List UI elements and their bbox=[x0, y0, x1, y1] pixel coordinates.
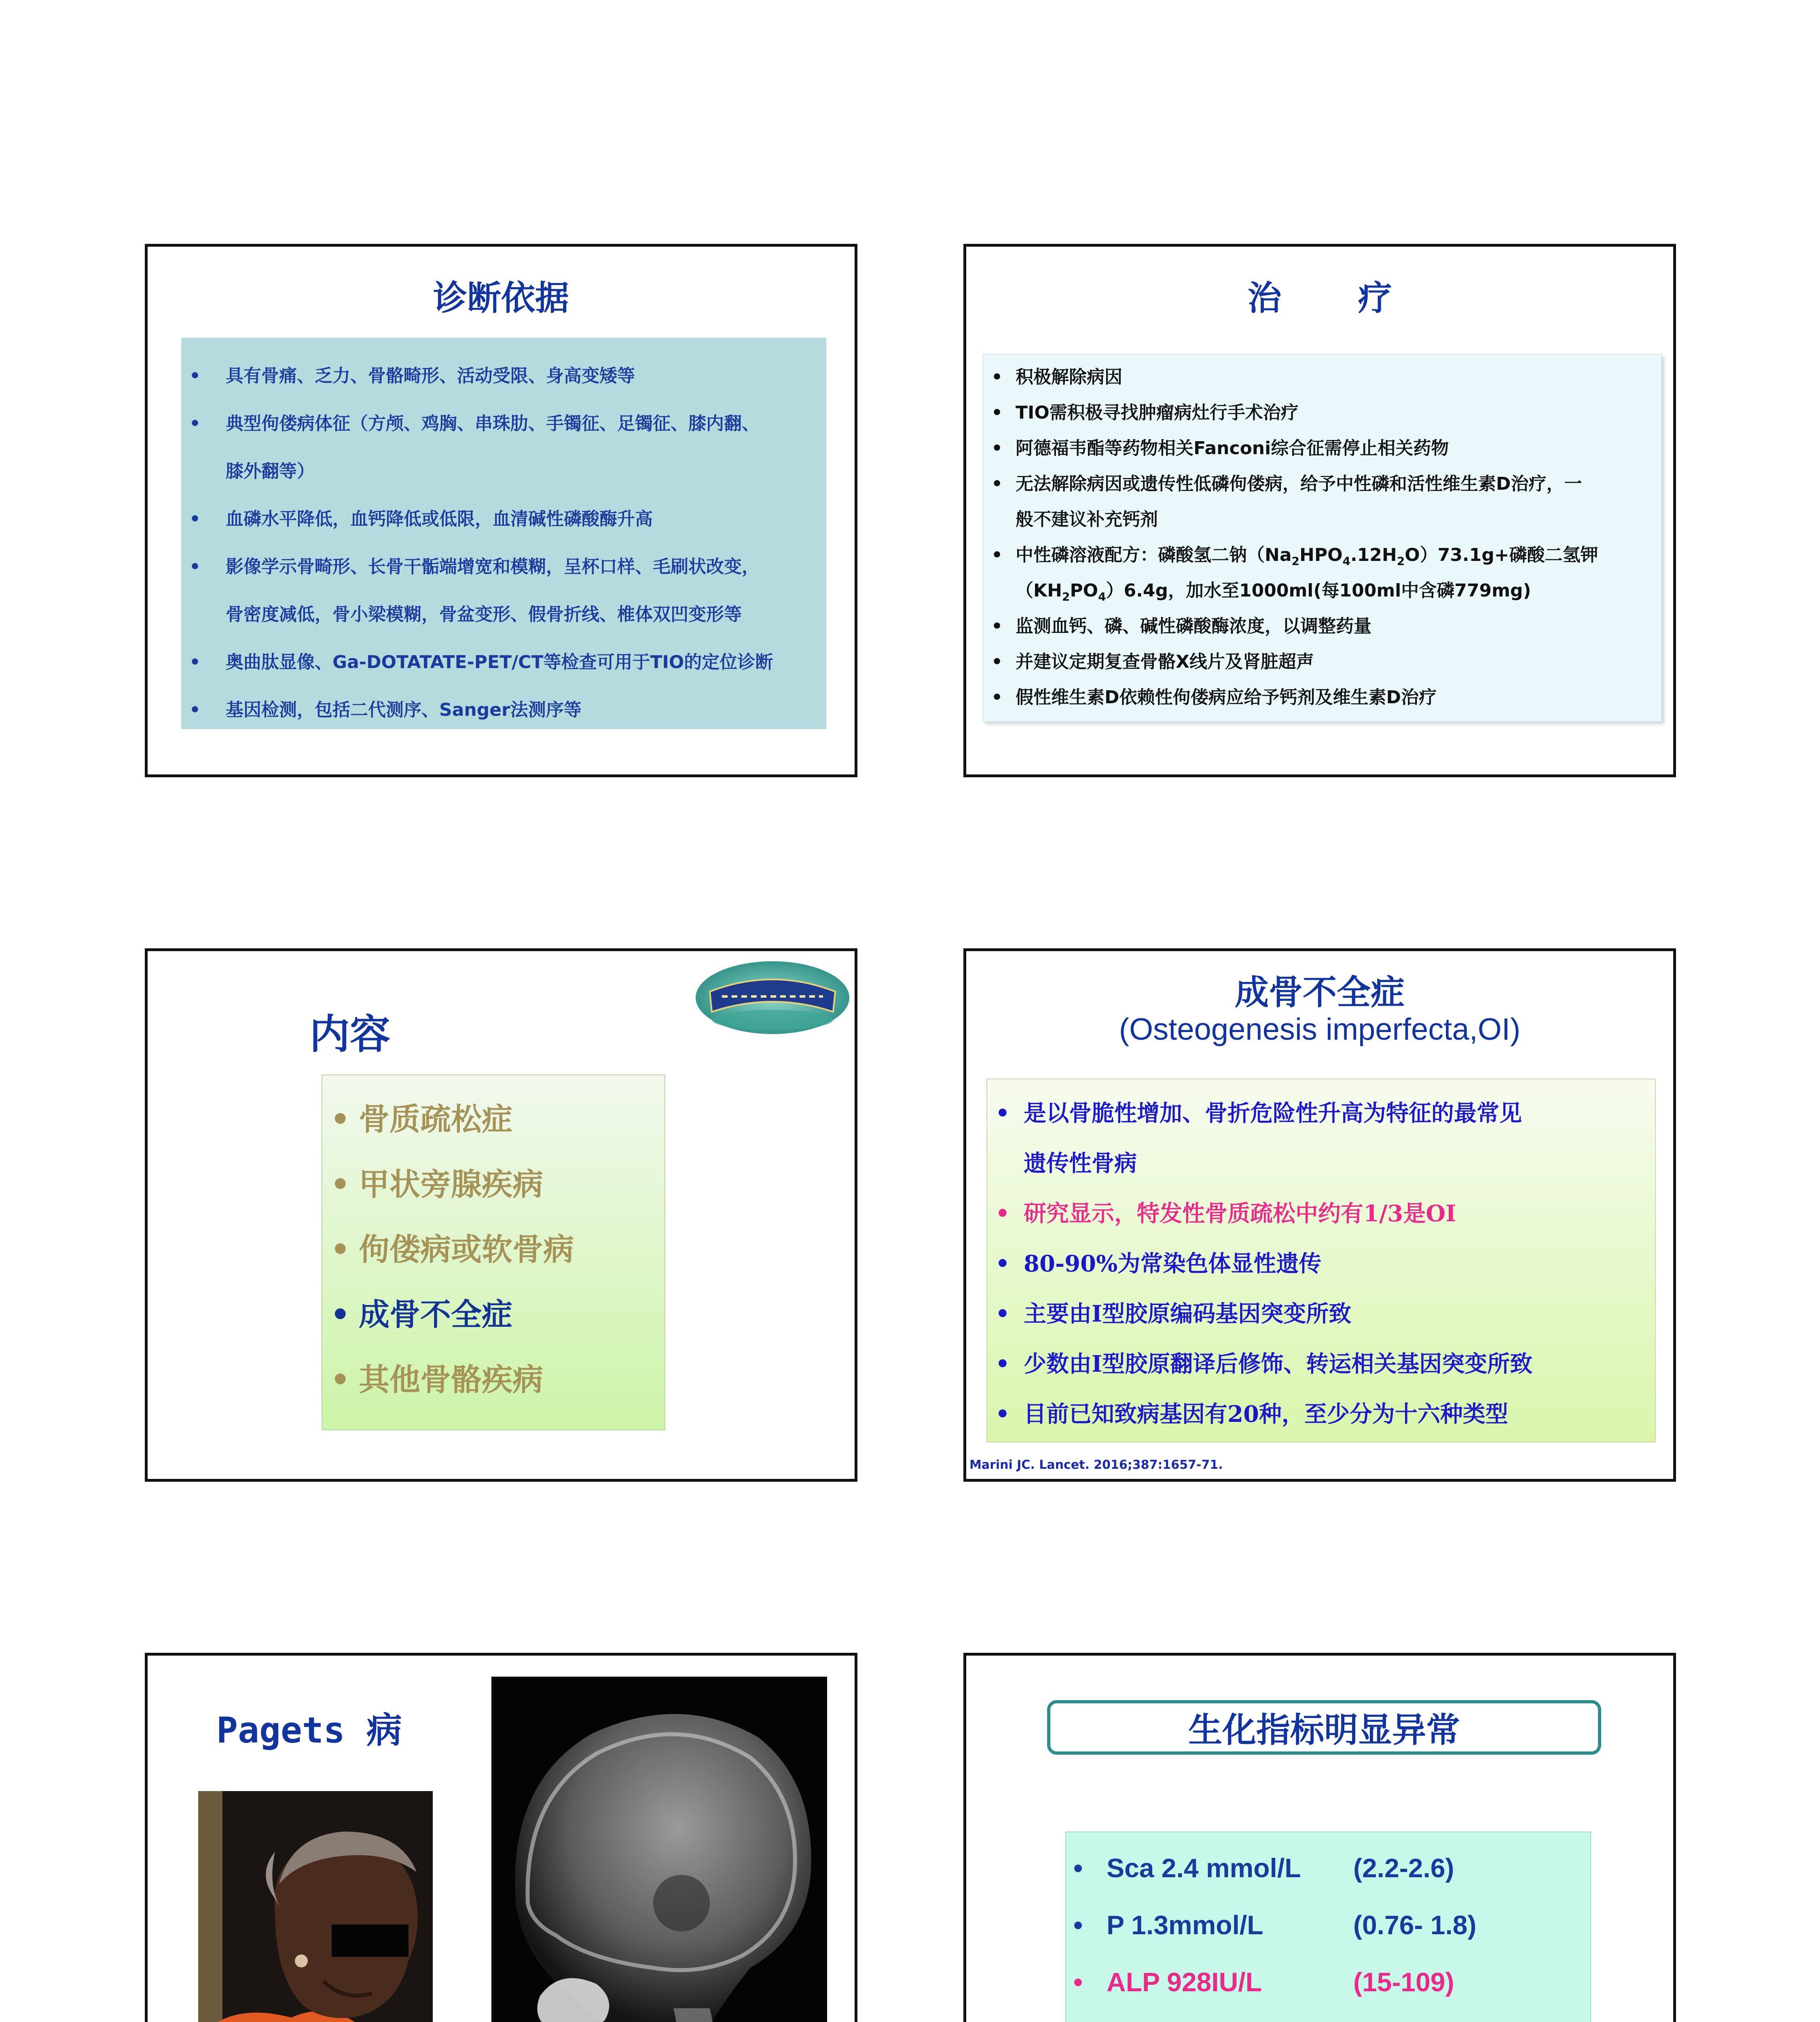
item-text: 奥曲肽显像、Ga-DOTATATE-PET/CT等检查可用于TIO的定位诊断 bbox=[226, 652, 773, 673]
list-item bbox=[189, 352, 818, 400]
bullet-icon: • bbox=[189, 652, 201, 673]
list-item-continuation bbox=[987, 502, 1657, 537]
toc-item bbox=[330, 1087, 665, 1152]
slide-title: 成骨不全症 bbox=[1234, 973, 1405, 1012]
bullet-icon: • bbox=[991, 438, 1003, 459]
list-item bbox=[987, 609, 1657, 644]
list-item bbox=[987, 395, 1657, 431]
toc-item bbox=[330, 1152, 665, 1217]
content-box bbox=[982, 354, 1662, 722]
slide-biochemistry bbox=[963, 1653, 1676, 2022]
item-text: 目前已知致病基因有20种，至少分为十六种类型 bbox=[1024, 1401, 1508, 1428]
item-text: 骨质疏松症 bbox=[359, 1101, 512, 1137]
list-item bbox=[987, 466, 1657, 502]
bullet-icon: • bbox=[991, 616, 1003, 637]
item-text: 膝外翻等） bbox=[226, 461, 315, 482]
bullet-icon: • bbox=[189, 366, 201, 386]
lab-row-abnormal bbox=[1066, 1959, 1590, 2016]
skull-xray-image bbox=[491, 1677, 827, 2022]
lab-row bbox=[1066, 1901, 1590, 1959]
formula-text: $(KH_2PO_4)6.4g$，加水至1000ml(每100ml中含磷779mg) bbox=[1016, 580, 1531, 603]
list-item bbox=[995, 1088, 1647, 1138]
item-text: TIO需积极寻找肿瘤病灶行手术治疗 bbox=[1016, 402, 1299, 423]
list-item bbox=[189, 639, 818, 686]
item-text: 甲状旁腺疾病 bbox=[359, 1166, 543, 1202]
bullet-icon: • bbox=[1073, 1967, 1083, 1997]
slide-diagnosis bbox=[145, 244, 857, 777]
list-item bbox=[189, 400, 818, 448]
bullet-icon: • bbox=[189, 700, 201, 720]
slide-title: 生化指标明显异常 bbox=[1188, 1710, 1460, 1750]
hospital-emblem-icon bbox=[694, 959, 851, 1036]
bullet-icon: • bbox=[1073, 1910, 1083, 1940]
list-item-continuation bbox=[189, 448, 818, 495]
item-text: 骨密度减低，骨小梁模糊，骨盆变形、假骨折线、椎体双凹变形等 bbox=[226, 604, 742, 625]
bullet-icon: • bbox=[995, 1250, 1010, 1277]
slide-contents bbox=[145, 948, 857, 1482]
bullet-icon: • bbox=[991, 545, 1003, 565]
slide-title: Pagets 病 bbox=[216, 1709, 402, 1751]
toc-item-active bbox=[330, 1282, 665, 1347]
item-text: 遗传性骨病 bbox=[1024, 1150, 1137, 1177]
list-item bbox=[189, 686, 818, 734]
item-text: 少数由I型胶原翻译后修饰、转运相关基因突变所致 bbox=[1024, 1351, 1533, 1377]
item-text: 80-90%为常染色体显性遗传 bbox=[1024, 1250, 1322, 1277]
content-box bbox=[181, 338, 826, 729]
content-box bbox=[986, 1079, 1656, 1442]
lab-values-box bbox=[1065, 1832, 1591, 2022]
lab-row bbox=[1066, 1844, 1590, 1901]
bullet-icon: • bbox=[189, 509, 201, 529]
toc-item bbox=[330, 1217, 665, 1282]
slide-osteogenesis-imperfecta bbox=[963, 948, 1676, 1482]
bullet-icon: • bbox=[330, 1231, 350, 1267]
item-text: 典型佝偻病体征（方颅、鸡胸、串珠肋、手镯征、足镯征、膝内翻、 bbox=[226, 413, 760, 434]
item-text: 基因检测，包括二代测序、Sanger法测序等 bbox=[226, 700, 582, 720]
item-text: 成骨不全症 bbox=[359, 1297, 512, 1332]
content-box bbox=[322, 1074, 665, 1430]
list-item bbox=[987, 680, 1657, 715]
list-item bbox=[987, 644, 1657, 680]
toc-item bbox=[330, 1347, 665, 1412]
list-item bbox=[995, 1239, 1647, 1289]
list-item bbox=[189, 543, 818, 591]
reference-range: (15-109) bbox=[1353, 1967, 1454, 1997]
bullet-icon: • bbox=[995, 1401, 1010, 1428]
slide-title: 诊断依据 bbox=[433, 278, 569, 318]
list-item bbox=[987, 537, 1657, 573]
bullet-icon: • bbox=[991, 367, 1003, 387]
list-item bbox=[995, 1289, 1647, 1339]
bullet-icon: • bbox=[995, 1301, 1010, 1327]
bullet-icon: • bbox=[330, 1101, 350, 1137]
patient-photo bbox=[198, 1791, 433, 2022]
slide-pagets bbox=[145, 1653, 857, 2022]
item-text: 佝偻病或软骨病 bbox=[359, 1231, 574, 1267]
item-text: 是以骨脆性增加、骨折危险性升高为特征的最常见 bbox=[1024, 1100, 1522, 1127]
slide-title: 治 疗 bbox=[1247, 278, 1424, 318]
item-text: 并建议定期复查骨骼X线片及肾脏超声 bbox=[1016, 651, 1314, 672]
bullet-icon: • bbox=[991, 402, 1003, 423]
item-text: 假性维生素D依赖性佝偻病应给予钙剂及维生素D治疗 bbox=[1016, 687, 1437, 708]
list-item bbox=[987, 431, 1657, 466]
list-item bbox=[987, 360, 1657, 395]
bullet-icon: • bbox=[991, 651, 1003, 672]
list-item bbox=[189, 495, 818, 543]
list-item bbox=[995, 1339, 1647, 1389]
item-text: 主要由I型胶原编码基因突变所致 bbox=[1024, 1301, 1352, 1327]
item-text: 研究显示，特发性骨质疏松中约有1/3是OI bbox=[1024, 1200, 1456, 1227]
slide-subtitle: (Osteogenesis imperfecta,OI) bbox=[1119, 1012, 1521, 1047]
bullet-icon: • bbox=[189, 556, 201, 577]
lab-value: P 1.3mmol/L bbox=[1107, 1910, 1263, 1940]
lab-value: Sca 2.4 mmol/L bbox=[1107, 1853, 1301, 1883]
slide-title: 内容 bbox=[309, 1011, 390, 1058]
item-text: 般不建议补充钙剂 bbox=[1016, 509, 1158, 530]
skull-xray-graphic bbox=[491, 1677, 827, 2022]
bullet-icon: • bbox=[330, 1166, 350, 1202]
bullet-icon: • bbox=[995, 1200, 1010, 1227]
lab-row bbox=[1066, 2016, 1590, 2022]
item-text: 具有骨痛、乏力、骨骼畸形、活动受限、身高变矮等 bbox=[226, 366, 635, 386]
bullet-icon: • bbox=[330, 1297, 350, 1332]
item-text: 监测血钙、磷、碱性磷酸酶浓度，以调整药量 bbox=[1016, 616, 1371, 637]
item-text: 血磷水平降低，血钙降低或低限，血清碱性磷酸酶升高 bbox=[226, 509, 653, 529]
item-text: 影像学示骨畸形、长骨干骺端增宽和模糊，呈杯口样、毛刷状改变， bbox=[226, 556, 760, 577]
bullet-icon: • bbox=[995, 1351, 1010, 1377]
slide-treatment bbox=[963, 244, 1676, 777]
reference-citation: Marini JC. Lancet. 2016;387:1657-71. bbox=[969, 1458, 1223, 1472]
list-item bbox=[995, 1389, 1647, 1439]
list-item-continuation bbox=[995, 1138, 1647, 1189]
list-item-highlight bbox=[995, 1189, 1647, 1239]
formula-text: 中性磷溶液配方：磷酸氢二钠$(Na_2HPO_4.12H_2O)73.1g+$磷酸二氢钾 bbox=[1016, 545, 1598, 568]
reference-range: (0.76- 1.8) bbox=[1353, 1910, 1477, 1940]
list-item-continuation bbox=[987, 573, 1657, 609]
lab-value: ALP 928IU/L bbox=[1107, 1967, 1262, 1997]
bullet-icon: • bbox=[991, 474, 1003, 494]
list-item-continuation bbox=[189, 591, 818, 639]
title-banner bbox=[1047, 1700, 1601, 1755]
bullet-icon: • bbox=[189, 413, 201, 434]
item-text: 积极解除病因 bbox=[1016, 367, 1122, 387]
bullet-icon: • bbox=[995, 1100, 1010, 1127]
bullet-icon: • bbox=[330, 1362, 350, 1398]
item-text: 阿德福韦酯等药物相关Fanconi综合征需停止相关药物 bbox=[1016, 438, 1449, 459]
bullet-icon: • bbox=[1073, 1853, 1083, 1883]
item-text: 其他骨骼疾病 bbox=[359, 1362, 543, 1398]
reference-range: (2.2-2.6) bbox=[1353, 1853, 1454, 1883]
item-text: 无法解除病因或遗传性低磷佝偻病，给予中性磷和活性维生素D治疗，一 bbox=[1016, 474, 1582, 494]
bullet-icon: • bbox=[991, 687, 1003, 708]
